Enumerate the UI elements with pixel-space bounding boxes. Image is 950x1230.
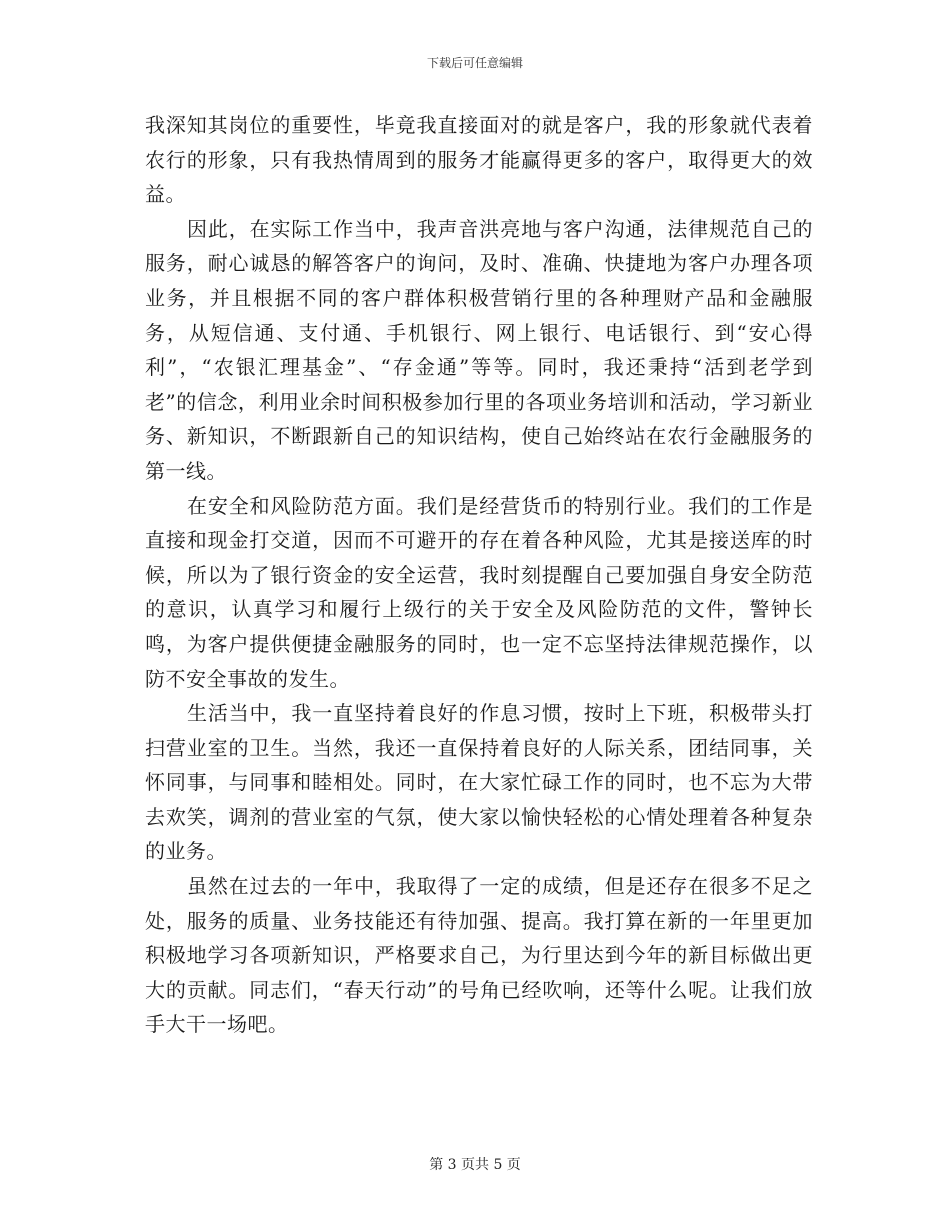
paragraph-5: 虽然在过去的一年中，我取得了一定的成绩，但是还存在很多不足之处，服务的质量、业务技能还有待加强、提高。我打算在新的一年里更加积极地学习各项新知识，严格要求自己，为行里达到今年的新目标做出更大的贡献。同志们，“春天行动”的号角已经吹响，还等什么呢。让我们放手大干一场吧。 <box>145 874 813 1037</box>
paragraph-1: 我深知其岗位的重要性，毕竟我直接面对的就是客户，我的形象就代表着农行的形象，只有我热情周到的服务才能赢得更多的客户，取得更大的效益。 <box>145 113 813 207</box>
page-footer: 第 3 页共 5 页 <box>429 1157 521 1173</box>
page-header: 下载后可任意编辑 <box>426 56 523 70</box>
paragraph-4: 生活当中，我一直坚持着良好的作息习惯，按时上下班，积极带头打扫营业室的卫生。当然，我还一直保持着良好的人际关系，团结同事，关怀同事，与同事和睦相处。同时，在大家忙碌工作的同时，也不忘为大带去欢笑，调剂的营业室的气氛，使大家以愉快轻松的心情处理着各种复杂的业务。 <box>145 701 813 864</box>
document-body <box>145 108 813 1042</box>
paragraph-3: 在安全和风险防范方面。我们是经营货币的特别行业。我们的工作是直接和现金打交道，因而不可避开的存在着各种风险，尤其是接送库的时候，所以为了银行资金的安全运营，我时刻提醒自己要加强自身安全防范的意识，认真学习和履行上级行的关于安全及风险防范的文件，警钟长鸣，为客户提供便捷金融服务的同时，也一定不忘坚持法律规范操作，以防不安全事故的发生。 <box>145 493 813 691</box>
paragraph-2: 因此，在实际工作当中，我声音洪亮地与客户沟通，法律规范自己的服务，耐心诚恳的解答客户的询问，及时、准确、快捷地为客户办理各项业务，并且根据不同的客户群体积极营销行里的各种理财产品和金融服务，从短信通、支付通、手机银行、网上银行、电话银行、到“安心得利”，“农银汇理基金”、“存金通”等等。同时，我还秉持“活到老学到老”的信念，利用业余时间积极参加行里的各项业务培训和活动，学习新业务、新知识，不断跟新自己的知识结构，使自己始终站在农行金融服务的第一线。 <box>145 216 813 483</box>
